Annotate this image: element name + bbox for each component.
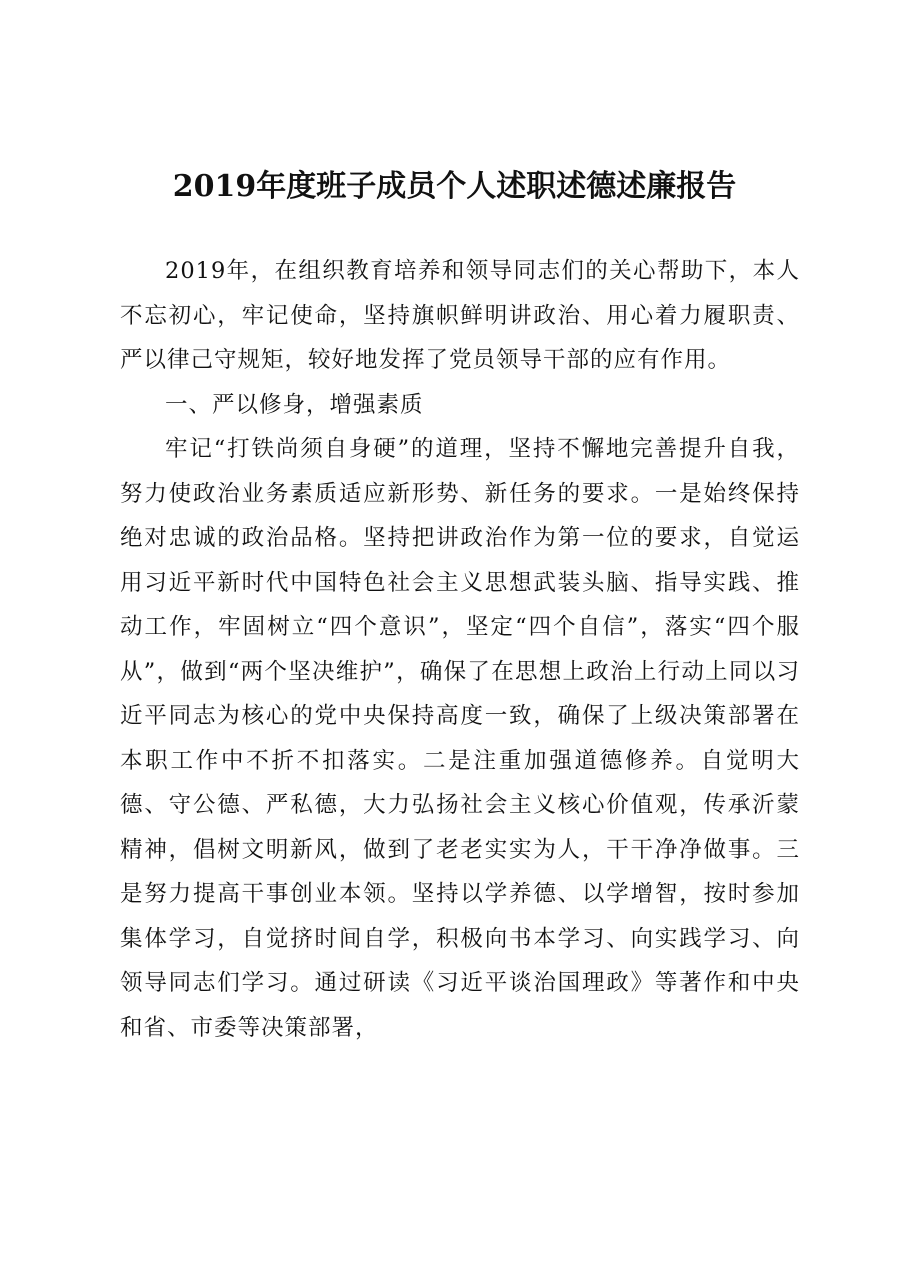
- intro-paragraph: 2019年，在组织教育培养和领导同志们的关心帮助下，本人不忘初心，牢记使命，坚持旗帜鲜明讲政治、用心着力履职责、严以律己守规矩，较好地发挥了党员领导干部的应有作用。: [120, 258, 800, 373]
- body-paragraph: 牢记“打铁尚须自身硬”的道理，坚持不懈地完善提升自我，努力使政治业务素质适应新形势、新任务的要求。一是始终保持绝对忠诚的政治品格。坚持把讲政治作为第一位的要求，自觉运用习近平新时代中国特色社会主义思想武装头脑、指导实践、推动工作，牢固树立“四个意识”，坚定“四个自信”，落实“四个服从”，做到“两个坚决维护”，确保了在思想上政治上行动上同以习近平同志为核心的党中央保持高度一致，确保了上级决策部署在本职工作中不折不扣落实。二是注重加强道德修养。自觉明大德、守公德、严私德，大力弘扬社会主义核心价值观，传承沂蒙精神，倡树文明新风，做到了老老实实为人，干干净净做事。三是努力提高干事创业本领。坚持以学养德、以学增智，按时参加集体学习，自觉挤时间自学，积极向书本学习、向实践学习、向领导同志们学习。通过研读《习近平谈治国理政》等著作和中央和省、市委等决策部署，: [120, 436, 800, 1041]
- document-body: [120, 249, 800, 1050]
- section-heading: 一、严以修身，增强素质: [165, 391, 424, 418]
- document-title: 2019年度班子成员个人述职述德述廉报告: [172, 169, 737, 204]
